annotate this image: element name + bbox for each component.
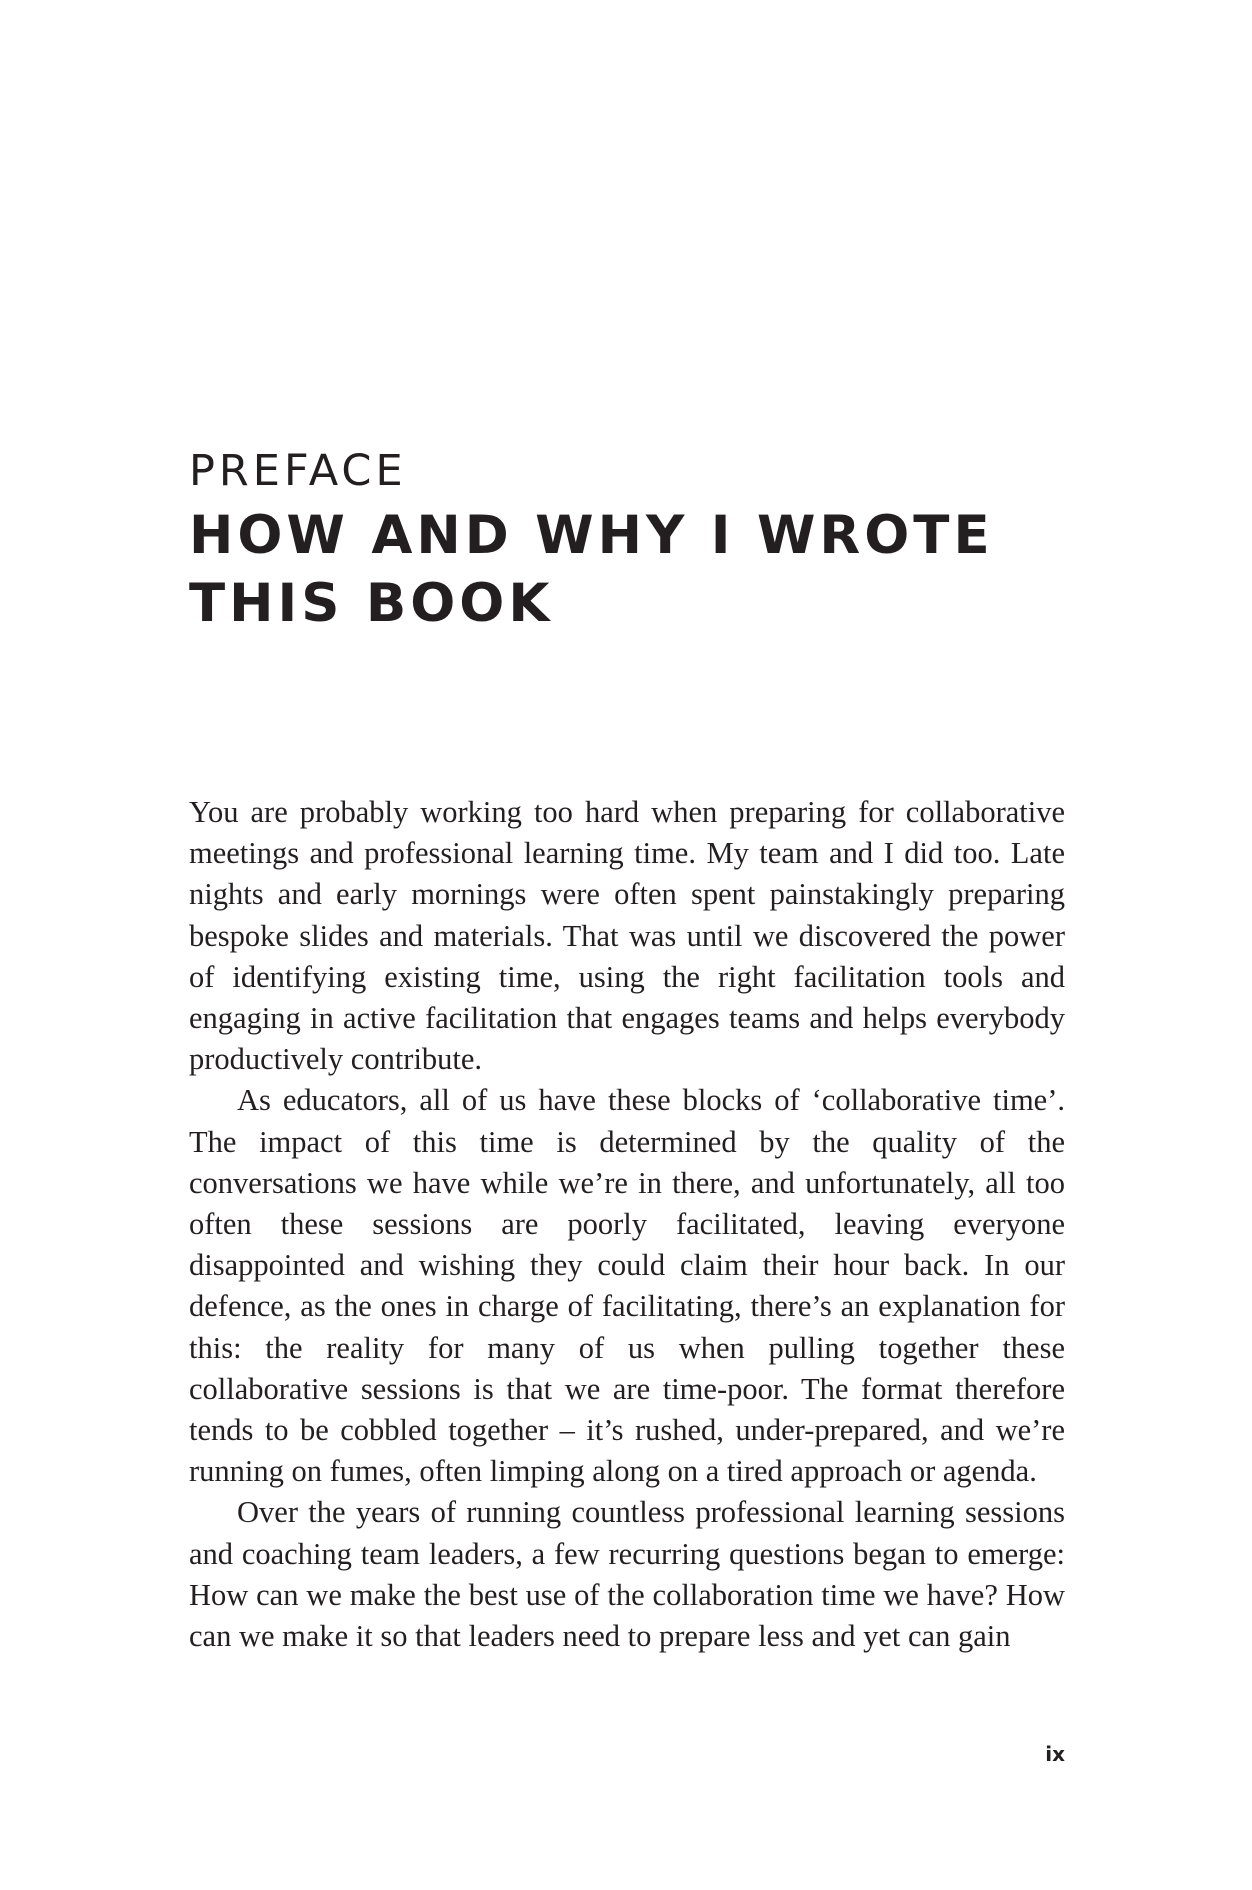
- paragraph: Over the years of running countless professional learning sessions and coaching team leaders, a few recurring questions began to emerge: How can we make the best use of the collaboration time we have? How can we make it so that leaders need to prepare less and yet can gain: [189, 1495, 1065, 1654]
- paragraph: As educators, all of us have these blocks of ‘collaborative time’. The impact of this time is determined by the quality of the conversations we have while we’re in there, and unfortunately, all too often these sessions are poorly facilitated, leaving everyone disappointed and wishing they could claim their hour back. In our defence, as the ones in charge of facilitating, there’s an explanation for this: the reality for many of us when pulling together these collaborative sessions is that we are time-poor. The format therefore tends to be cobbled together – it’s rushed, under-prepared, and we’re running on fumes, often limping along on a tired approach or agenda.: [189, 1083, 1065, 1489]
- chapter-title: [189, 502, 1089, 638]
- section-label: PREFACE: [189, 446, 407, 496]
- chapter-title-line-2: THIS BOOK: [189, 573, 554, 634]
- paragraph: You are probably working too hard when preparing for collaborative meetings and professional learning time. My team and I did too. Late nights and early mornings were often spent painstakingly preparing bespoke slides and materials. That was until we discovered the power of identifying existing time, using the right facilitation tools and engaging in active facilitation that engages teams and helps everybody productively contribute.: [189, 795, 1065, 1077]
- body-text: [189, 792, 1065, 1657]
- page-number: ix: [1045, 1742, 1065, 1766]
- chapter-heading: [189, 445, 1089, 638]
- chapter-title-line-1: HOW AND WHY I WROTE: [189, 505, 994, 566]
